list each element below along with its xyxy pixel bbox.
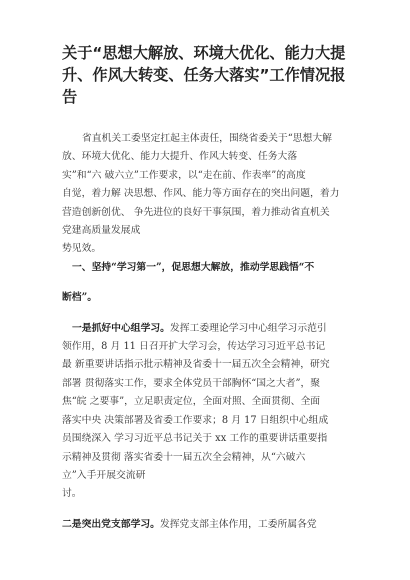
text-line bbox=[62, 320, 362, 338]
text-fragment: 发挥工委理论学习中心组学习示范引 bbox=[169, 322, 327, 334]
paragraph-lead: 一是抓好中心组学习。 bbox=[72, 322, 170, 334]
text-line: 示精神及贯彻 落实省委十一届五次全会精神，从“六破六 bbox=[62, 451, 306, 463]
section-1-heading bbox=[62, 259, 362, 308]
heading-line: 一、坚持“学习第一”，促思想大解放，推动学思践悟“不 bbox=[72, 261, 315, 273]
text-line: 立”入手开展交流研 bbox=[62, 469, 146, 481]
text-line: 最 新重要讲话指示批示精神及省委十一届五次全会精神，研究 bbox=[62, 359, 330, 371]
text-line: 营造创新创优、 争先进位的良好干事氛围，着力推动省直机关 bbox=[62, 206, 330, 218]
text-line: 势见效。 bbox=[62, 243, 102, 255]
text-line: 部署 贯彻落实工作，要求全体党员干部胸怀“国之大者”，聚 bbox=[62, 377, 321, 389]
text-fragment: 发挥党支部主体作用，工委所属各党 bbox=[159, 518, 317, 530]
text-line: 领作用，8 月 11 日召开扩大学习会，传达学习习近平总书记 bbox=[62, 341, 326, 353]
paragraph-lead: 二是突出党支部学习。 bbox=[62, 518, 160, 530]
heading-line: 断档”。 bbox=[62, 292, 98, 304]
text-line: 焦“皖 之要事”，立足职责定位，全面对照、全面贯彻、全面 bbox=[62, 396, 321, 408]
text-line: 讨。 bbox=[62, 488, 82, 500]
text-line: 自觉，着力解 决思想、作风、能力等方面存在的突出问题，着力 bbox=[62, 188, 340, 200]
text-line: 省直机关工委坚定扛起主体责任，围绕省委关于“思想大解 bbox=[82, 133, 332, 144]
document-title bbox=[62, 42, 374, 108]
title-line: 关于“思想大解放、环境大优化、能力大提 bbox=[62, 44, 346, 62]
text-line: 实”和“六 破六立”工作要求，以“走在前、作表率”的高度 bbox=[62, 169, 306, 181]
title-line: 升、作风大转变、任务大落实”工作情况报 bbox=[62, 66, 346, 84]
intro-paragraph bbox=[62, 130, 362, 259]
text-line bbox=[62, 516, 362, 534]
title-line: 告 bbox=[62, 88, 78, 106]
text-line: 党建高质量发展成 bbox=[62, 225, 141, 237]
paragraph-1 bbox=[62, 320, 362, 504]
text-line: 员围绕深入 学习习近平总书记关于 xx 工作的重要讲话重要指 bbox=[62, 433, 328, 445]
text-line: 放、环境大优化、能力大提升、作风大转变、任务大落 bbox=[62, 151, 298, 163]
paragraph-2 bbox=[62, 516, 362, 534]
document-body bbox=[62, 130, 362, 534]
text-line: 落实中央 决策部署及省委工作要求；8 月 17 日组织中心组成 bbox=[62, 414, 329, 426]
